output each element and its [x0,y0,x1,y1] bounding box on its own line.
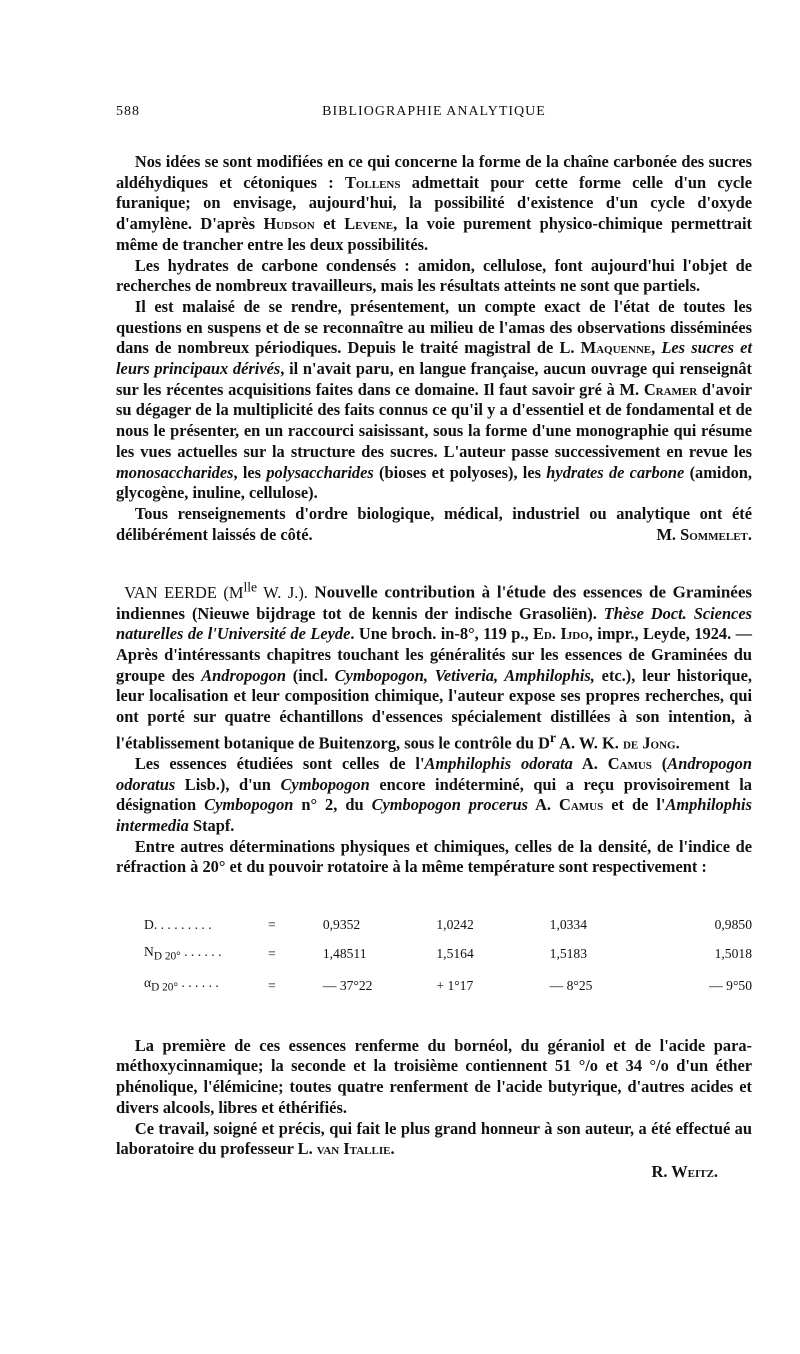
text-run: A. W. K. [555,733,623,753]
row-label [144,939,268,970]
thesis-title: Thèse Doct. Sciences naturelles de l'Université de Leyde [116,603,752,644]
text-run: (Nieuwe bijdrage tot de kennis der indische Grasoliën). [184,603,604,623]
paragraph-1 [116,152,752,256]
text-run: N [144,943,154,959]
text-run: . [675,733,680,753]
publisher: Ed. Ijdo [532,624,589,644]
text-run: Nos idées se sont modifiées en ce qui concerne la forme de la chaîne carbonée des sucres aldéhydiques et cétoniques : [116,152,752,192]
table-cell: 1,5018 [714,946,752,962]
text-run: A. [572,753,608,773]
text-run: etc.), leur historique, leur localisation et leur composition chimique, l'auteur expose ses propres recherches, qui ont porté sur quatre échantillons d'essences spécialement distillées à son intention, à l'établissement botanique de Buitenzorg, sous le contrôle du D [116,665,752,753]
text-run: , impr., Leyde, 1924. — Après d'intéressants chapitres touchant les généralités sur les essences de Graminées du groupe des [116,624,753,685]
paragraph-5 [116,577,752,754]
text-run: d'avoir su dégager de la multiplicité des faits connus ce qu'il y a d'essentiel et de fondamental et de nous le présenter, en un raccourci saisissant, sous la forme d'une monographie qui résume les vues actuelles sur la structure des sucres. L'auteur passe successivement en revue les [116,379,752,461]
table-cell: 1,0334 [549,917,588,933]
equals-sign: = [267,917,276,933]
author-hudson: Hudson [263,214,315,234]
text-run: Lisb.), d'un [175,774,281,794]
signature-weitz: R. Weitz. [651,1161,718,1181]
text-run: (bioses et polyoses), les [373,462,547,482]
subscript: D 20° [151,981,178,994]
table-cell: 0,9352 [322,917,361,933]
signature-sommelet: M. Sommelet. [656,524,752,544]
paragraph-4 [116,504,752,545]
superscript: r [549,729,556,745]
row-label [144,970,268,1001]
author-van-itallie: van Itallie [316,1139,391,1159]
author-camus: Camus [607,753,652,773]
taxon: Cymbopogon procerus [371,795,528,815]
row-label: D. . . . . . . . . [144,917,212,933]
text-run: α [144,975,152,991]
text-run: , [651,338,662,358]
text-run: . [390,1139,395,1159]
text-run: Stapf. [188,816,235,836]
paragraph-3 [116,297,752,504]
table-row [144,939,752,970]
text-run: A. [528,795,560,815]
author-cramer: Cramer [643,379,698,399]
equals-sign: = [267,977,276,993]
taxon: Cymbopogon [204,795,294,815]
page-header [116,104,752,126]
term-mono: monosaccharides [116,462,234,482]
text-run: W. J.). [257,582,315,602]
text-run: (amidon, glycogène, inuline, cellulose). [116,462,752,503]
author-camus: Camus [559,795,604,815]
table-cell: 1,5183 [549,946,588,962]
text-run: Ce travail, soigné et précis, qui fait le plus grand honneur à son auteur, a été effectué au laboratoire du professeur L. [116,1118,752,1159]
review-van-eerde [116,577,752,1182]
text-run: admettait pour cette forme celle d'un cycle furanique; on envisage, aujourd'hui, la possibilité d'existence d'un cycle d'oxyde d'amylène. D'après [116,172,752,234]
page [116,104,752,1183]
author-tollens: Tollens [344,172,401,192]
measurement-table [144,912,752,1002]
text-run: , les [233,462,267,482]
superscript: lle [243,579,258,595]
text-run: , il n'avait paru, en langue française, aucun ouvrage qui renseignât sur les récentes acquisitions faites dans ce domaine. Il faut savoir gré à M. [116,359,752,399]
table-cell: — 37°22 [322,977,373,993]
table-cell: 1,5164 [436,946,474,962]
taxon: Amphilophis odorata [424,753,573,773]
table-row [144,970,752,1001]
taxon: Cymbopogon, Vetiveria, Amphilophis, [334,665,595,685]
table-cell: — 9°50 [709,977,752,993]
equals-sign: = [267,946,276,962]
paragraph-8: La première de ces essences renferme du bornéol, du géraniol et de l'acide para-méthoxycinnamique; la seconde et la troisième contiennent 51 °/o et 34 °/o d'un éther phénolique, l'élémicine; toutes quatre renferment de l'acide butyrique, d'autres acides et divers alcools, libres et éthérifiés. [116,1035,752,1117]
text-run: (incl. [285,665,335,685]
reviewed-author [124,579,315,602]
text-run: Il est malaisé de se rendre, présentement, un compte exact de l'état de toutes les questions en suspens et de se reconnaître au milieu de l'amas des observations disséminées dans de nombreux périodiques. Depuis le traité magistral de L. [116,296,752,358]
term-poly: polysaccharides [266,462,374,482]
subscript: D 20° [153,950,181,963]
table-row [144,912,752,939]
table-cell: 0,9850 [714,917,752,933]
book-title: Les sucres et leurs principaux dérivés [116,338,752,379]
table-cell: 1,48511 [322,946,367,962]
running-title: BIBLIOGRAPHIE ANALYTIQUE [322,104,546,119]
text-run: Tous renseignements d'ordre biologique, médical, industriel ou analytique ont été délibérément laissés de côté. [116,503,752,544]
text-run: . Une broch. in-8°, 119 p., [350,624,533,644]
reviewed-title: Nouvelle contribution à l'étude des essences de Graminées indiennes [116,582,753,623]
paragraph-7: Entre autres déterminations physiques et chimiques, celles de la densité, de l'indice de réfraction à 20° et du pouvoir rotatoire à la même température sont respectivement : [116,836,752,877]
author-de-jong: de Jong [622,733,676,753]
text-run: n° 2, du [293,795,372,815]
taxon: Cymbopogon [280,774,370,794]
taxon: Amphilophis intermedia [116,795,752,836]
author-maquenne: Maquenne [580,338,652,358]
text-run: . . . . . . [181,975,219,991]
article-body [116,152,752,1183]
text-run: encore indéterminé, qui a reçu provisoirement la désignation [116,774,752,815]
text-run: et [314,214,345,234]
author-levene: Levene [344,214,394,234]
text-run: . . . . . . [184,943,222,959]
table-cell: + 1°17 [436,977,474,993]
term-hydrates: hydrates de carbone [546,462,685,482]
review-sommelet [116,152,752,545]
page-number: 588 [116,104,140,119]
table-cell: 1,0242 [436,917,474,933]
text-run: Les essences étudiées sont celles de l' [134,753,425,773]
table-cell: — 8°25 [549,977,593,993]
taxon: Andropogon odoratus [116,753,752,794]
paragraph-6 [116,754,752,837]
text-run: , la voie purement physico-chimique permettrait même de trancher entre les deux possibilités. [116,214,752,254]
paragraph-2: Les hydrates de carbone condensés : amidon, cellulose, font aujourd'hui l'objet de recherches de nombreux travailleurs, mais les résultats atteints ne sont que partiels. [116,255,752,296]
text-run: VAN EERDE (M [124,582,244,602]
text-run: ( [651,753,668,773]
paragraph-9 [116,1119,752,1160]
taxon: Andropogon [201,665,286,685]
text-run: et de l' [603,795,666,815]
